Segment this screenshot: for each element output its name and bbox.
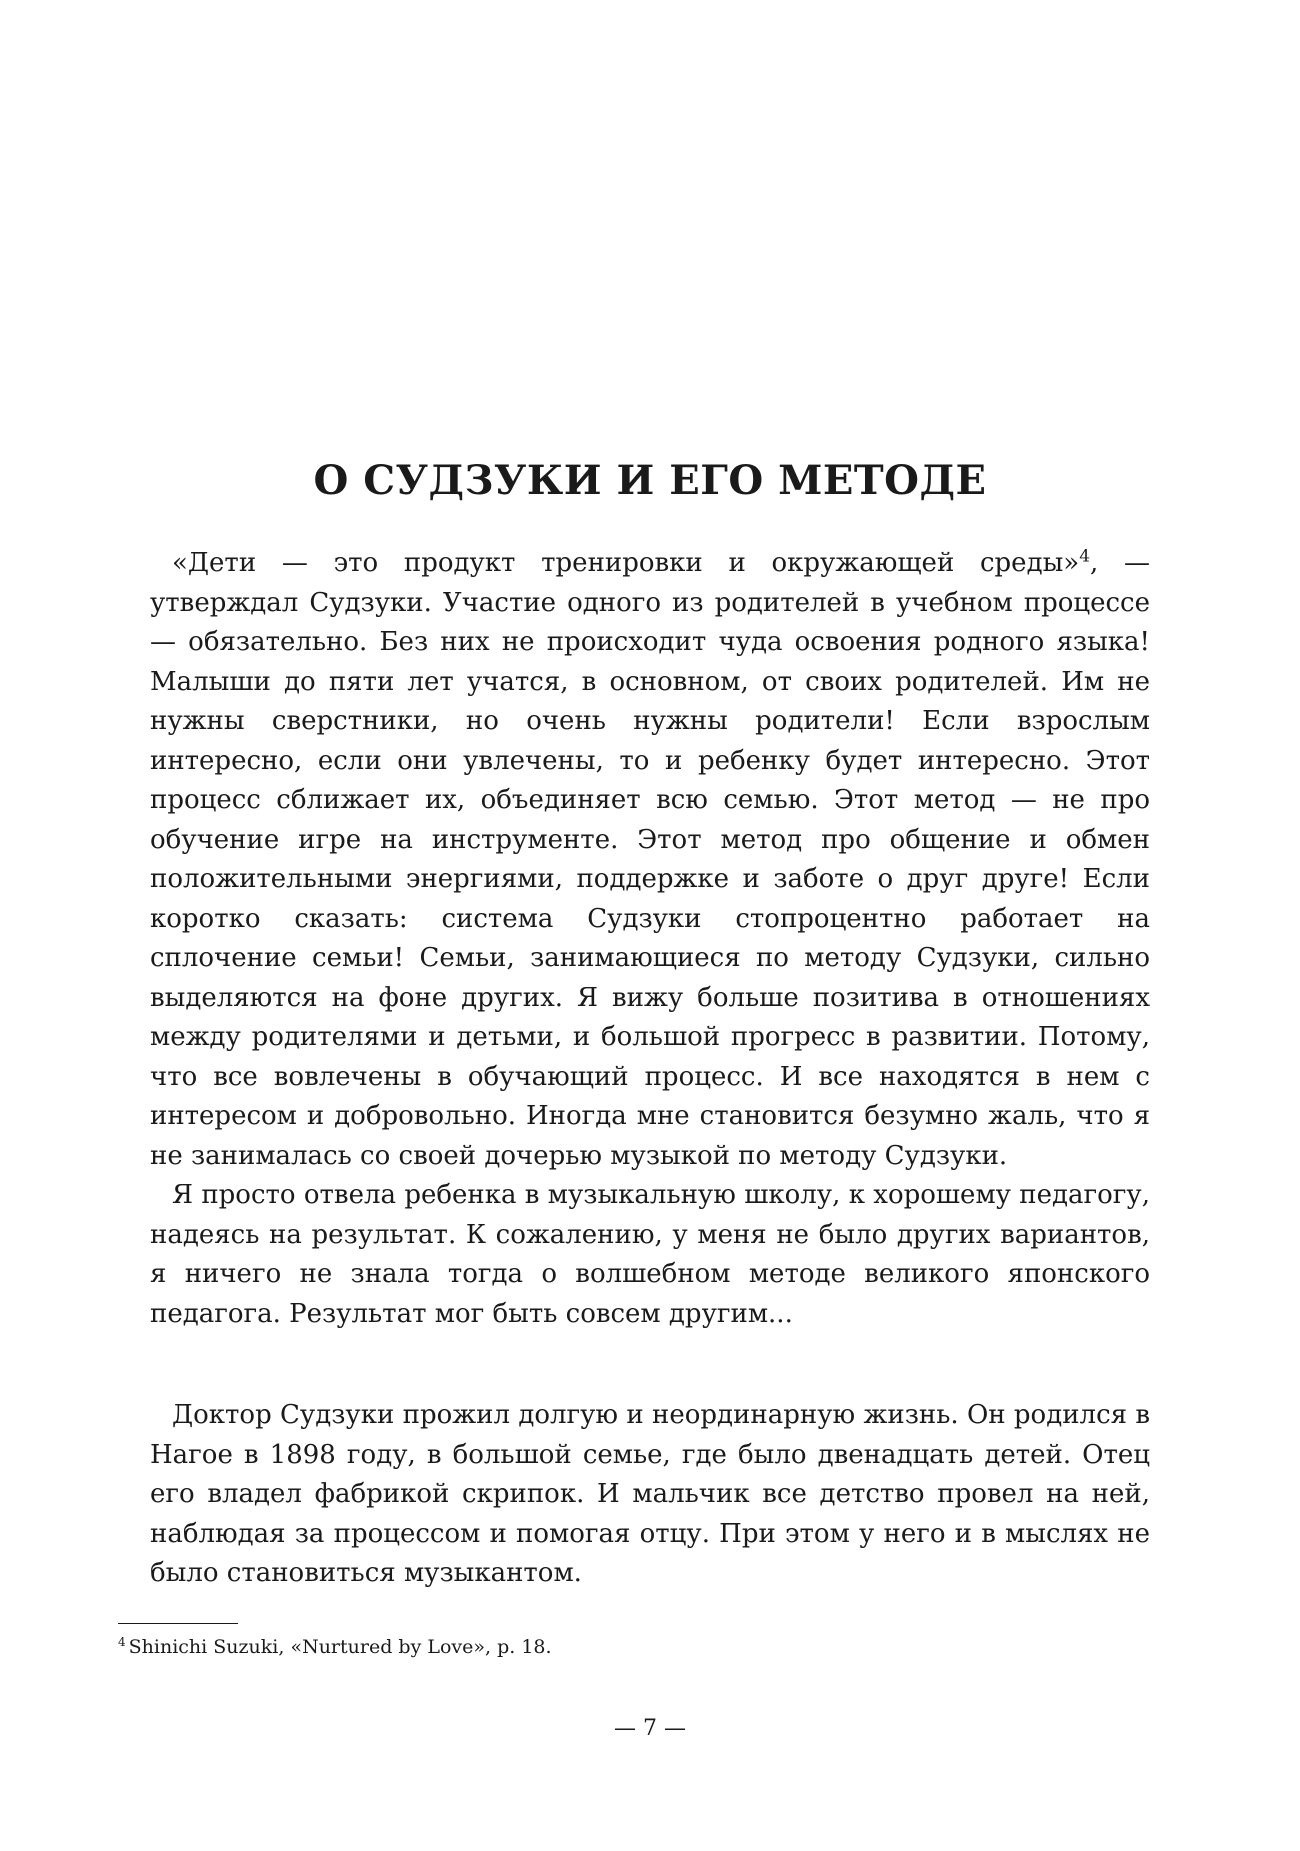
footnote-reference: 4 [1079,546,1091,567]
paragraph-1 [150,544,1150,1176]
footnote-text: Shinichi Suzuki, «Nurtured by Love», p. 18. [128,1636,552,1658]
paragraph-2: Я просто отвела ребенка в музыкальную школу, к хорошему педагогу, надеясь на результат. К сожалению, у меня не было других вариантов, я ничего не знала тогда о волшебном методе великого японского педагога. Результат мог быть совсем другим... [150,1180,1150,1329]
paragraph-1-text-rest: , — утверждал Судзуки. Участие одного из родителей в учебном процессе — обязательно. Без них не происходит чуда освоения родного языка! Малыши до пяти лет учатся, в основном, от своих родителей. Им не нужны сверстники, но очень нужны родители! Если взрослым интересно, если они увлечены, то и ребенку будет интересно. Этот процесс сближает их, объединяет всю семью. Этот метод — не про обучение игре на инструменте. Этот метод про общение и обмен положительными энергиями, поддержке и заботе о друг друге! Если коротко сказать: система Судзуки стопроцентно работает на сплочение семьи! Семьи, занимающиеся по методу Судзуки, сильно выделяются на фоне других. Я вижу больше позитива в отношениях между родителями и детьми, и большой прогресс в развитии. Потому, что все вовлечены в обучающий процесс. И все находятся в нем с интересом и добровольно. Иногда мне становится безумно жаль, что я не занималась со своей дочерью музыкой по методу Судзуки. [150,548,1150,1171]
paragraph-1-text-start: «Дети — это продукт тренировки и окружающей среды» [172,548,1080,578]
footnote-mark: 4 [118,1634,126,1649]
footnote-divider [118,1623,238,1624]
body-text-block [150,544,1150,1334]
body-text-block-2 [150,1396,1150,1594]
chapter-title: О СУДЗУКИ И ЕГО МЕТОДЕ [313,457,987,504]
paragraph-3: Доктор Судзуки прожил долгую и неординарную жизнь. Он родился в Нагое в 1898 году, в большой семье, где было двенадцать детей. Отец его владел фабрикой скрипок. И мальчик все детство провел на ней, наблюдая за процессом и помогая отцу. При этом у него и в мыслях не было становиться музыкантом. [150,1400,1150,1588]
footnote [118,1634,1118,1660]
page-number: — 7 — [614,1716,686,1741]
